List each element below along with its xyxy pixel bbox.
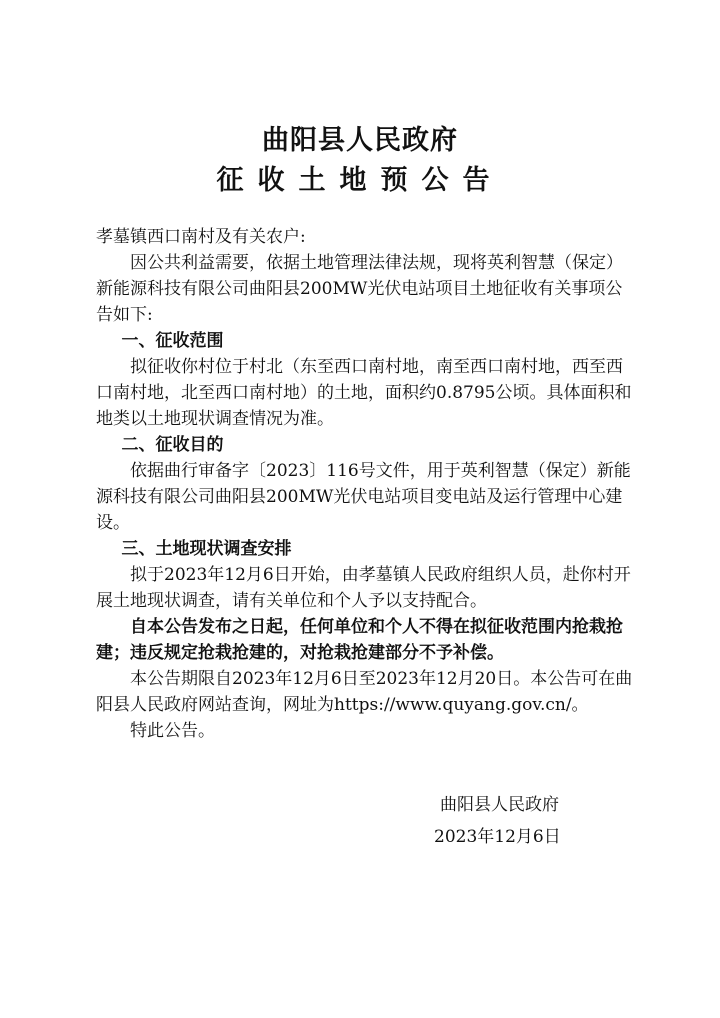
signature-org: 曲阳县人民政府 bbox=[440, 795, 559, 815]
closing-line: 特此公告。 bbox=[130, 721, 215, 741]
signature-date: 2023年12月6日 bbox=[434, 827, 561, 847]
document-title: 曲阳县人民政府 bbox=[262, 125, 458, 156]
document-subtitle: 征收土地预公告 bbox=[216, 165, 504, 196]
section-3-bold-notice: 自本公告发布之日起，任何单位和个人不得在拟征收范围内抢栽抢建；违反规定抢栽抢建的，对抢栽抢建部分不予补偿。 bbox=[96, 617, 623, 663]
section-3-text: 拟于2023年12月6日开始，由孝墓镇人民政府组织人员，赴你村开展土地现状调查，请有关单位和个人予以支持配合。 bbox=[96, 565, 631, 611]
section-1-text: 拟征收你村位于村北（东至西口南村地，南至西口南村地，西至西口南村地，北至西口南村地）的土地，面积约0.8795公顷。具体面积和地类以土地现状调查情况为准。 bbox=[96, 357, 632, 429]
document-body bbox=[96, 224, 636, 744]
addressee: 孝墓镇西口南村及有关农户: bbox=[96, 227, 306, 247]
intro-paragraph: 因公共利益需要，依据土地管理法律法规，现将英利智慧（保定）新能源科技有限公司曲阳县200MW光伏电站项目土地征收有关事项公告如下: bbox=[96, 253, 623, 325]
section-3-heading: 三、土地现状调查安排 bbox=[121, 539, 292, 559]
section-2-heading: 二、征收目的 bbox=[121, 435, 224, 455]
notice-period: 本公告期限自2023年12月6日至2023年12月20日。本公告可在曲阳县人民政府网站查询，网址为https://www.quyang.gov.cn/。 bbox=[96, 669, 633, 715]
section-2-text: 依据曲行审备字〔2023〕116号文件，用于英利智慧（保定）新能源科技有限公司曲阳县200MW光伏电站项目变电站及运行管理中心建设。 bbox=[96, 461, 631, 533]
section-1-heading: 一、征收范围 bbox=[121, 331, 224, 351]
